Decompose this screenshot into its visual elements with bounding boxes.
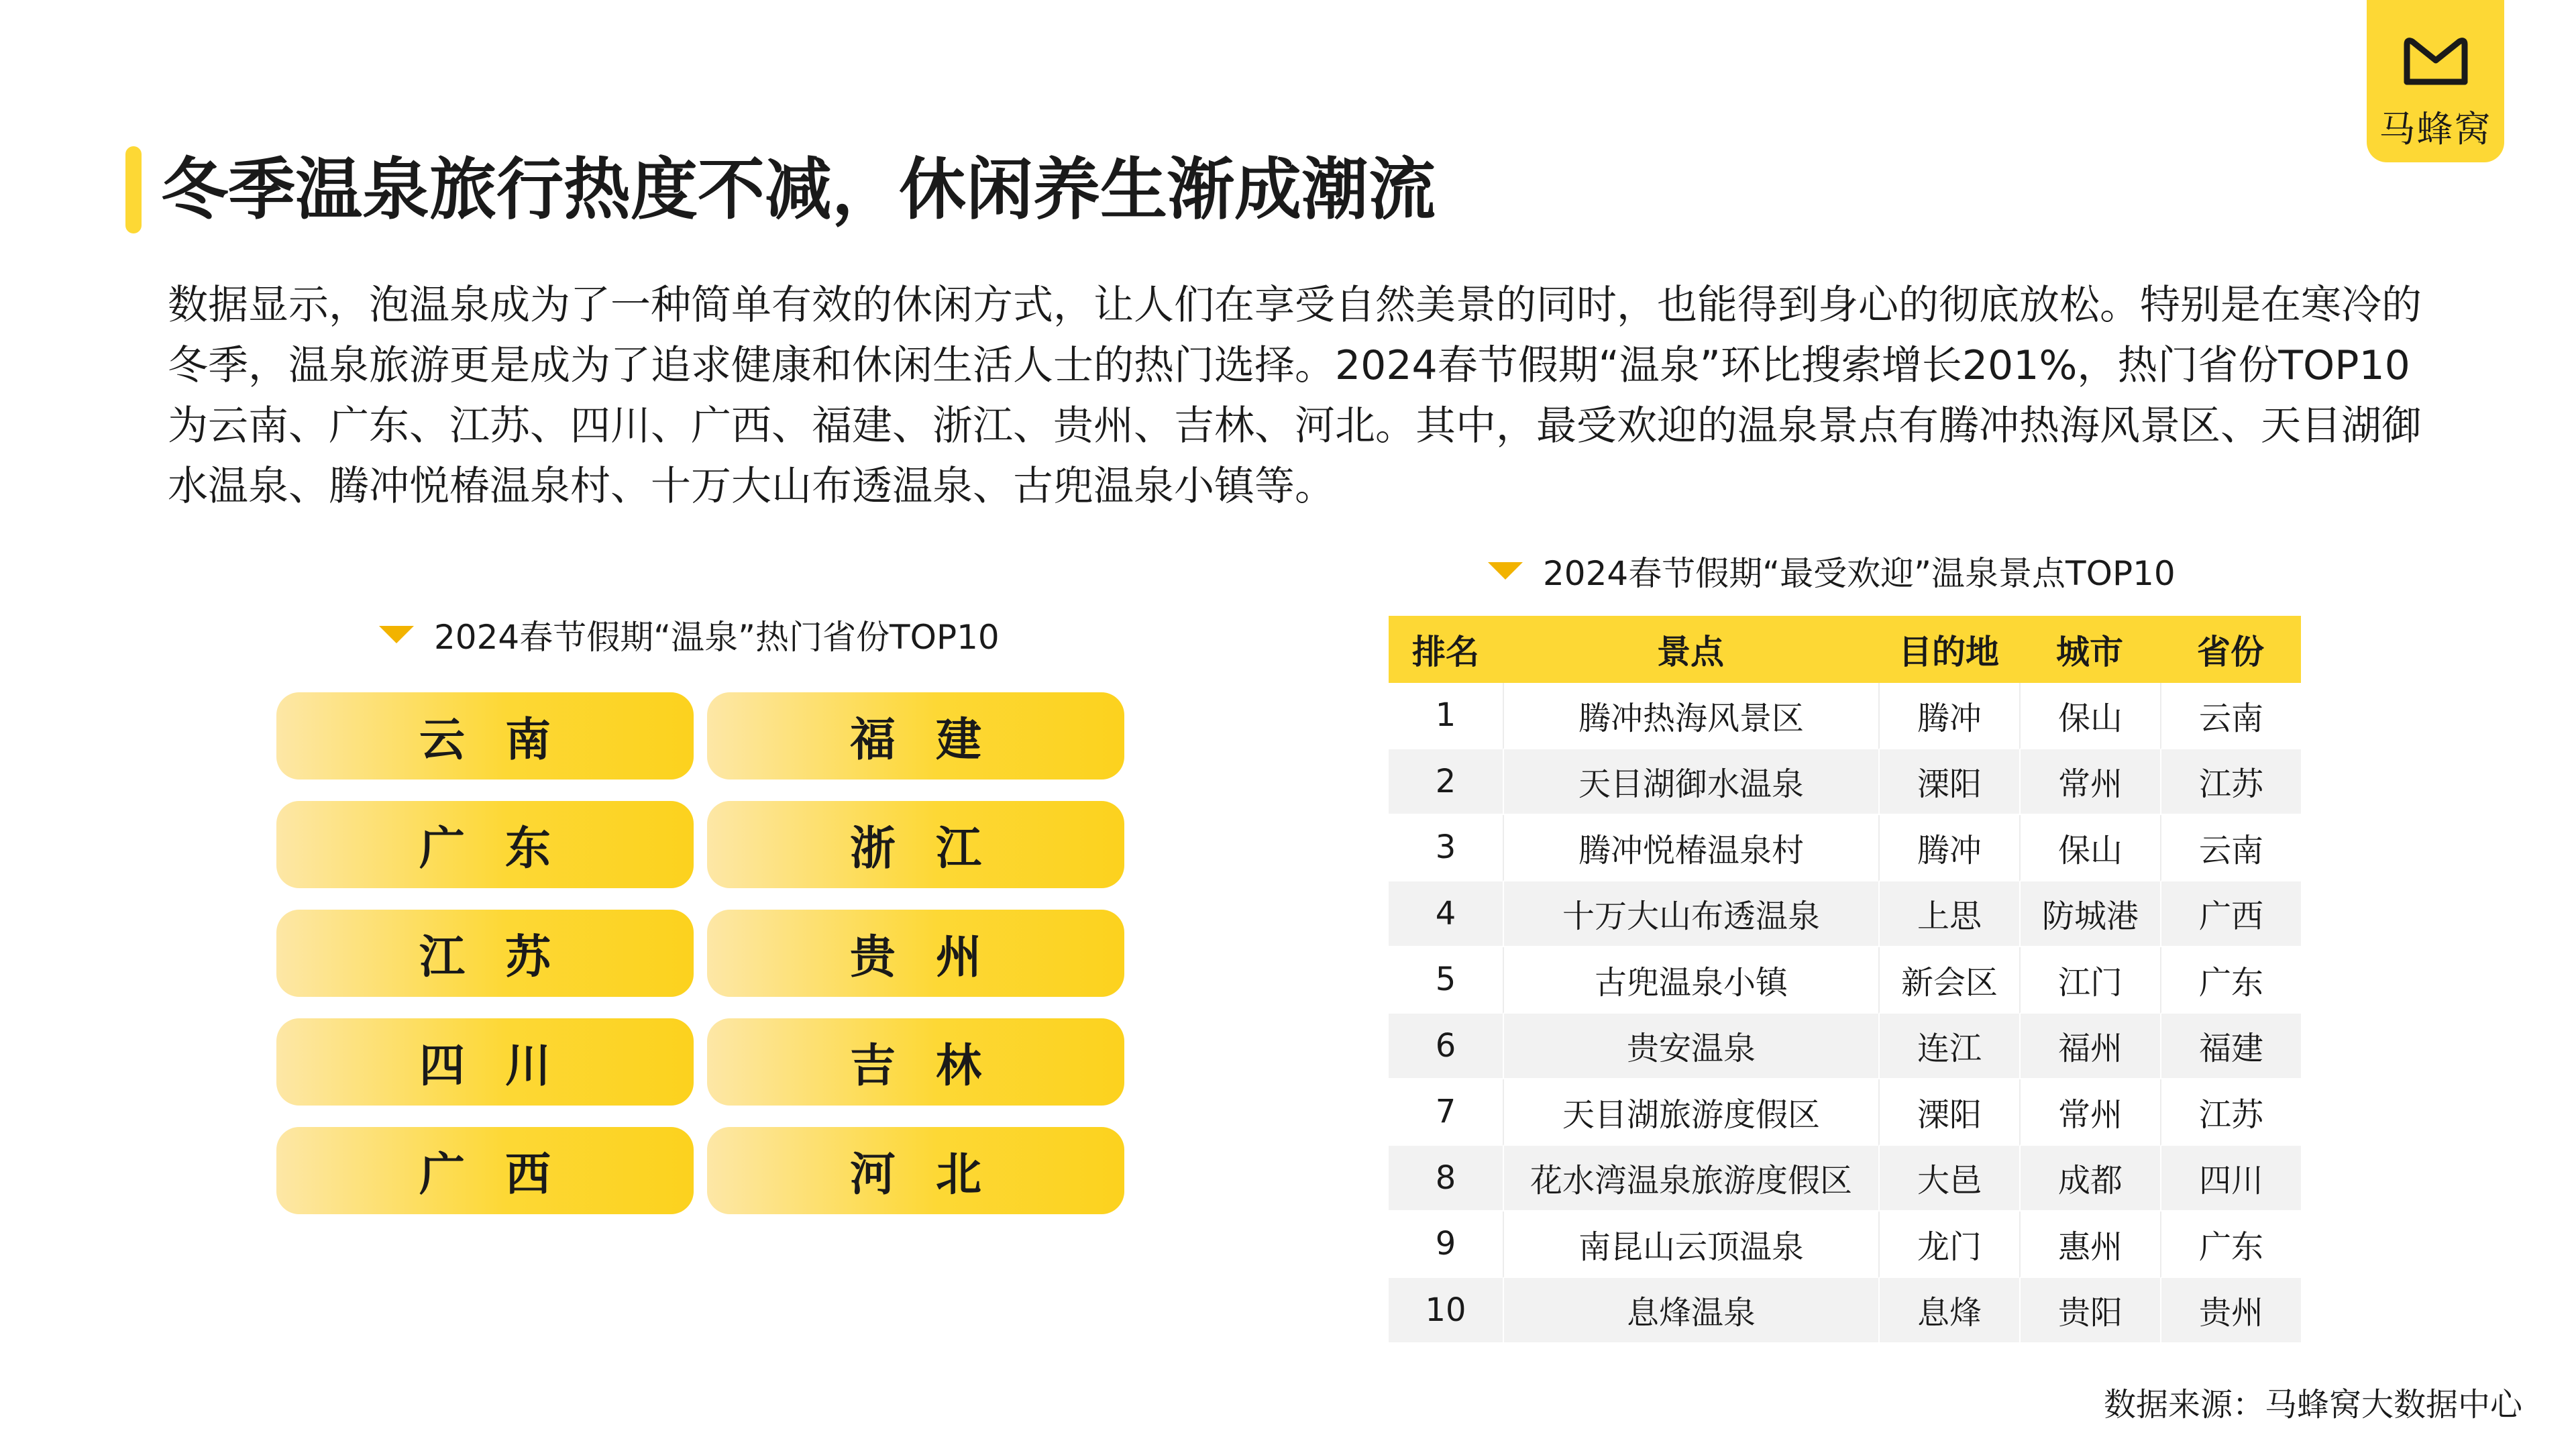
table-row xyxy=(1389,947,2301,1014)
table-cell: 保山 xyxy=(2019,815,2160,881)
table-cell: 5 xyxy=(1389,947,1503,1014)
table-cell: 腾冲热海风景区 xyxy=(1503,683,1878,749)
spots-table-container xyxy=(1389,616,2301,1344)
table-cell: 广西 xyxy=(2160,881,2301,948)
data-source: 数据来源：马蜂窝大数据中心 xyxy=(2103,1386,2522,1424)
province-pill: 贵州 xyxy=(707,910,1124,997)
table-cell: 十万大山布透温泉 xyxy=(1503,881,1878,948)
provinces-heading xyxy=(379,610,1000,659)
provinces-heading-label: 2024春节假期“温泉”热门省份TOP10 xyxy=(434,618,1000,657)
table-cell: 腾冲悦椿温泉村 xyxy=(1503,815,1878,881)
triangle-down-icon xyxy=(1488,562,1523,580)
table-cell: 南昆山云顶温泉 xyxy=(1503,1212,1878,1278)
mafengwo-logo xyxy=(2367,0,2504,162)
table-cell: 贵州 xyxy=(2160,1278,2301,1344)
table-cell: 防城港 xyxy=(2019,881,2160,948)
table-cell: 10 xyxy=(1389,1278,1503,1344)
table-cell: 龙门 xyxy=(1878,1212,2019,1278)
province-pill: 江苏 xyxy=(276,910,694,997)
column-header: 城市 xyxy=(2019,616,2160,683)
province-pill: 河北 xyxy=(707,1127,1124,1214)
province-pill: 浙江 xyxy=(707,801,1124,888)
table-row xyxy=(1389,815,2301,881)
table-cell: 大邑 xyxy=(1878,1146,2019,1212)
table-cell: 广东 xyxy=(2160,947,2301,1014)
page-title: 冬季温泉旅行热度不减，休闲养生渐成潮流 xyxy=(161,150,1436,229)
table-cell: 新会区 xyxy=(1878,947,2019,1014)
province-pill: 吉林 xyxy=(707,1018,1124,1106)
province-pill: 广东 xyxy=(276,801,694,888)
table-row xyxy=(1389,1278,2301,1344)
table-cell: 贵阳 xyxy=(2019,1278,2160,1344)
column-header: 省份 xyxy=(2160,616,2301,683)
table-cell: 息烽 xyxy=(1878,1278,2019,1344)
table-cell: 溧阳 xyxy=(1878,749,2019,816)
table-row xyxy=(1389,1014,2301,1080)
logo-mark-icon xyxy=(2399,35,2473,89)
table-row xyxy=(1389,683,2301,749)
table-cell: 常州 xyxy=(2019,1079,2160,1146)
province-pill: 福建 xyxy=(707,692,1124,780)
table-cell: 四川 xyxy=(2160,1146,2301,1212)
table-cell: 云南 xyxy=(2160,815,2301,881)
table-row xyxy=(1389,1146,2301,1212)
table-cell: 福州 xyxy=(2019,1014,2160,1080)
table-cell: 腾冲 xyxy=(1878,815,2019,881)
column-header: 目的地 xyxy=(1878,616,2019,683)
table-cell: 4 xyxy=(1389,881,1503,948)
table-cell: 腾冲 xyxy=(1878,683,2019,749)
body-paragraph: 数据显示，泡温泉成为了一种简单有效的休闲方式，让人们在享受自然美景的同时，也能得到身心的彻底放松。特别是在寒冷的冬季，温泉旅游更是成为了追求健康和休闲生活人士的热门选择。2024春节假期“温泉”环比搜索增长201%，热门省份TOP10为云南、广东、江苏、四川、广西、福建、浙江、贵州、吉林、河北。其中，最受欢迎的温泉景点有腾冲热海风景区、天目湖御水温泉、腾冲悦椿温泉村、十万大山布透温泉、古兜温泉小镇等。 xyxy=(168,282,2422,510)
spots-table xyxy=(1389,616,2301,1344)
province-pill: 广西 xyxy=(276,1127,694,1214)
table-header-row xyxy=(1389,616,2301,683)
table-body xyxy=(1389,683,2301,1344)
table-cell: 惠州 xyxy=(2019,1212,2160,1278)
logo-text: 马蜂窝 xyxy=(2379,108,2492,150)
table-row xyxy=(1389,749,2301,816)
table-cell: 2 xyxy=(1389,749,1503,816)
table-cell: 8 xyxy=(1389,1146,1503,1212)
table-cell: 连江 xyxy=(1878,1014,2019,1080)
table-cell: 息烽温泉 xyxy=(1503,1278,1878,1344)
table-cell: 9 xyxy=(1389,1212,1503,1278)
table-cell: 6 xyxy=(1389,1014,1503,1080)
table-row xyxy=(1389,1079,2301,1146)
table-cell: 天目湖旅游度假区 xyxy=(1503,1079,1878,1146)
column-header: 景点 xyxy=(1503,616,1878,683)
provinces-grid xyxy=(276,692,1125,1214)
table-cell: 上思 xyxy=(1878,881,2019,948)
table-cell: 江苏 xyxy=(2160,1079,2301,1146)
spots-heading xyxy=(1488,547,2176,595)
table-row xyxy=(1389,1212,2301,1278)
province-pill: 四川 xyxy=(276,1018,694,1106)
column-header: 排名 xyxy=(1389,616,1503,683)
table-cell: 江苏 xyxy=(2160,749,2301,816)
table-cell: 云南 xyxy=(2160,683,2301,749)
triangle-down-icon xyxy=(379,626,414,643)
table-cell: 7 xyxy=(1389,1079,1503,1146)
table-cell: 广东 xyxy=(2160,1212,2301,1278)
table-cell: 溧阳 xyxy=(1878,1079,2019,1146)
table-cell: 常州 xyxy=(2019,749,2160,816)
table-cell: 3 xyxy=(1389,815,1503,881)
table-row xyxy=(1389,881,2301,948)
table-cell: 保山 xyxy=(2019,683,2160,749)
province-pill: 云南 xyxy=(276,692,694,780)
table-cell: 福建 xyxy=(2160,1014,2301,1080)
table-cell: 江门 xyxy=(2019,947,2160,1014)
table-cell: 天目湖御水温泉 xyxy=(1503,749,1878,816)
spots-heading-label: 2024春节假期“最受欢迎”温泉景点TOP10 xyxy=(1543,554,2176,593)
table-cell: 花水湾温泉旅游度假区 xyxy=(1503,1146,1878,1212)
table-cell: 古兜温泉小镇 xyxy=(1503,947,1878,1014)
table-cell: 1 xyxy=(1389,683,1503,749)
table-cell: 贵安温泉 xyxy=(1503,1014,1878,1080)
table-cell: 成都 xyxy=(2019,1146,2160,1212)
title-accent-bar xyxy=(125,146,142,233)
